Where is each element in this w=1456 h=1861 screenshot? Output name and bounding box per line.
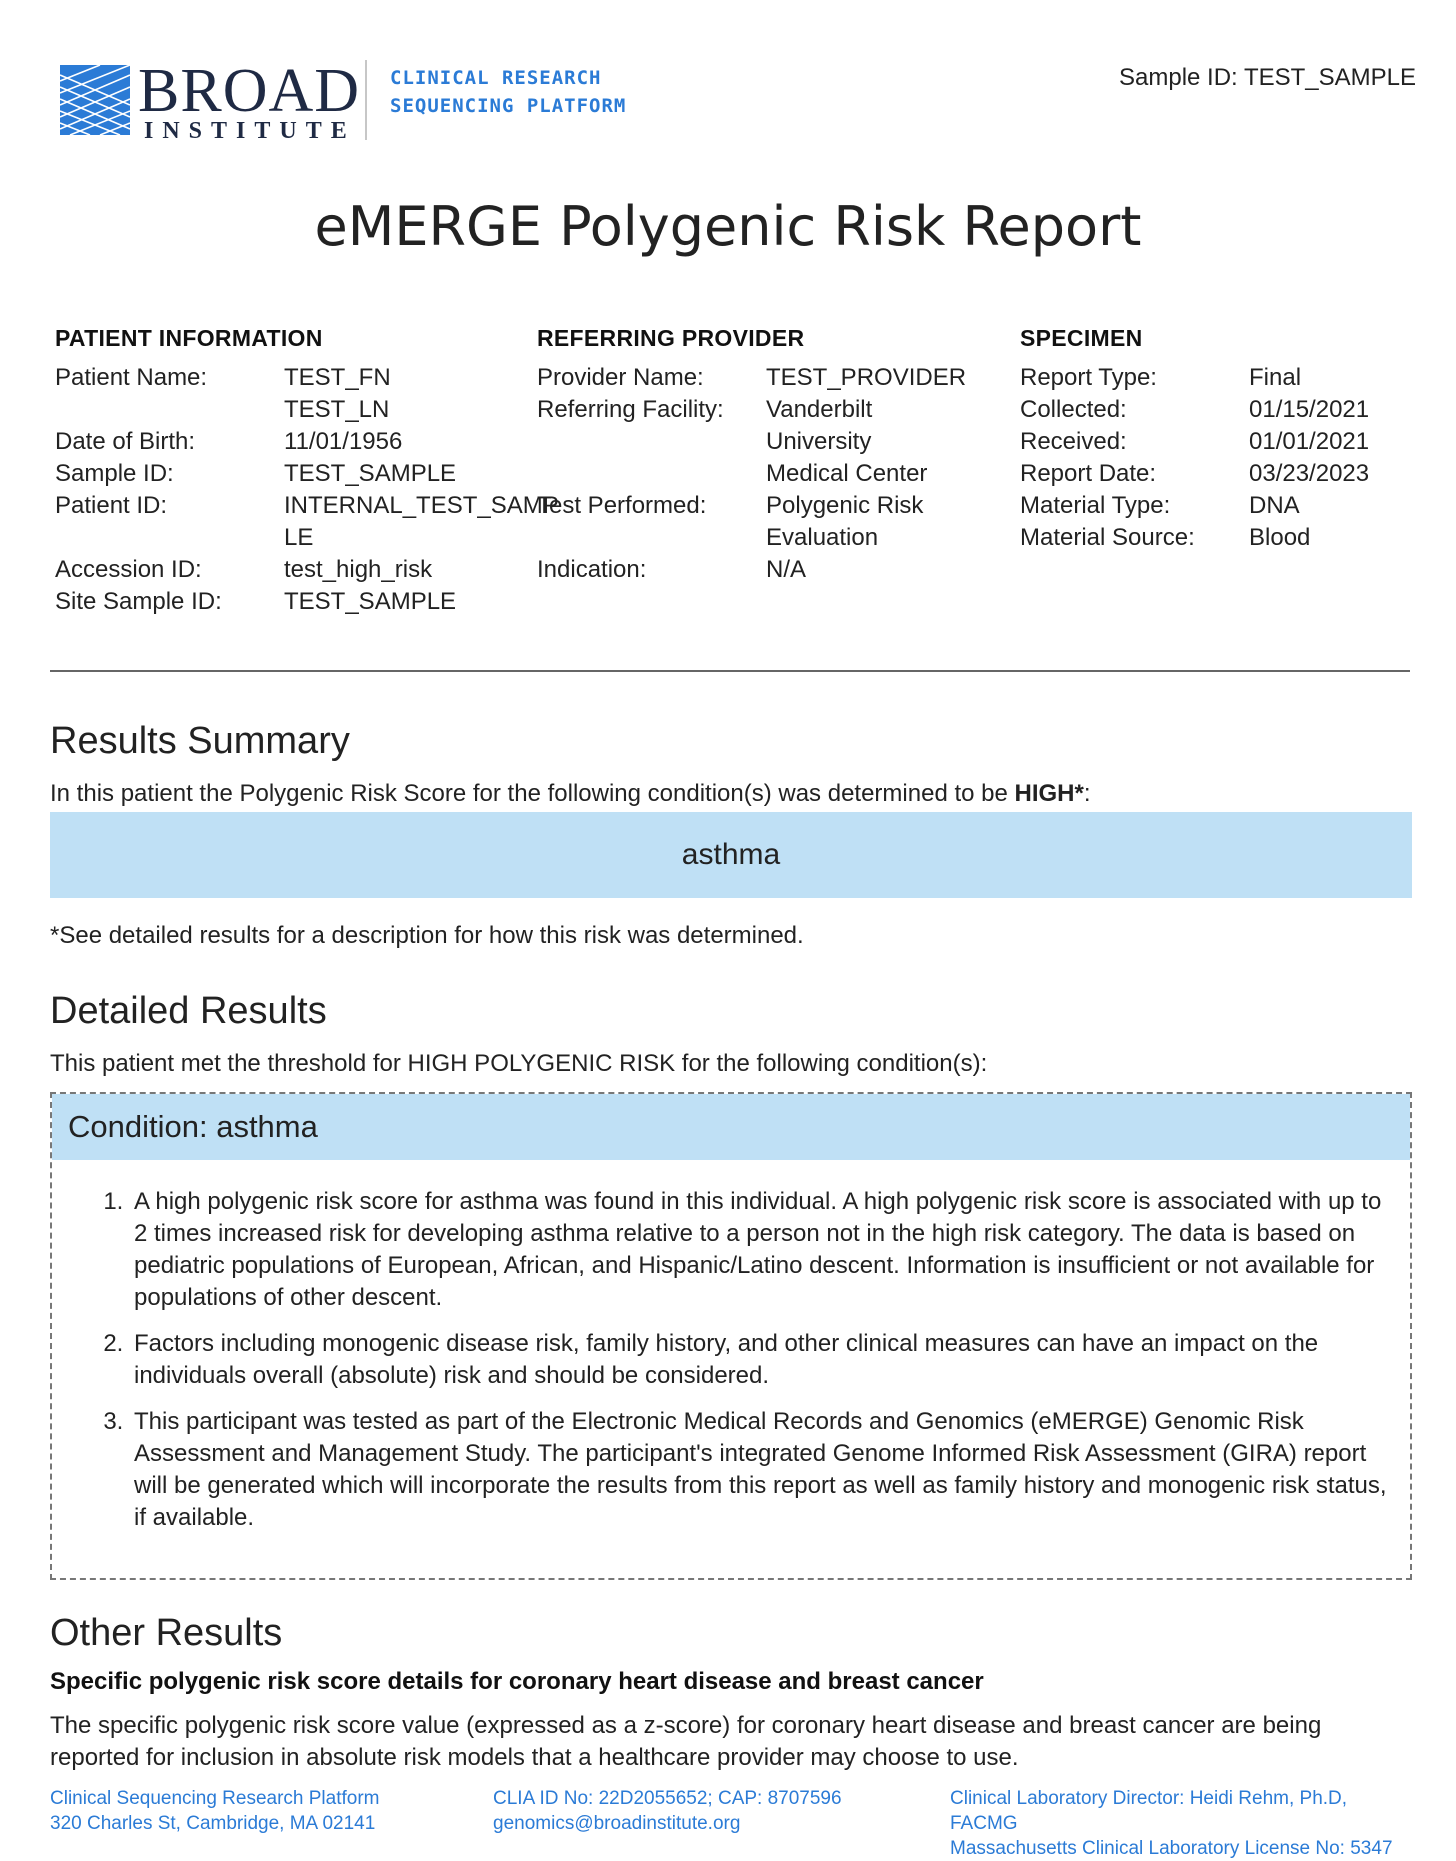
provider-row [537, 554, 1006, 586]
summary-footnote: *See detailed results for a description for how this risk was determined. [50, 922, 804, 949]
specimen-row [1020, 458, 1456, 490]
detailed-results-intro: This patient met the threshold for HIGH POLYGENIC RISK for the following condition(s): [50, 1050, 988, 1077]
provider-row [537, 522, 1006, 554]
condition-detail-box [50, 1092, 1412, 1580]
footer-clia: CLIA ID No: 22D2055652; CAP: 8707596 [493, 1788, 842, 1809]
other-results-text: The specific polygenic risk score value (expressed as a z-score) for coronary heart disease and breast cancer are being reported for inclusion in absolute risk models that a healthcare provider may choose to use. [50, 1712, 1322, 1771]
patient-field-value: TEST_FN [284, 364, 391, 391]
other-results-subheading: Specific polygenic risk score details for coronary heart disease and breast cancer [50, 1668, 984, 1695]
logo-divider [365, 60, 367, 140]
provider-field-label: Test Performed: [537, 492, 707, 519]
provider-field-label [537, 426, 766, 458]
patient-information [55, 325, 559, 618]
specimen-row [1020, 522, 1456, 554]
specimen-field-value: Final [1249, 364, 1302, 391]
provider-field-value: Vanderbilt [766, 396, 873, 423]
summary-condition-band: asthma [50, 812, 1412, 898]
provider-field-value: Polygenic Risk [766, 492, 924, 519]
specimen-heading: SPECIMEN [1020, 325, 1143, 351]
patient-information-heading: PATIENT INFORMATION [55, 325, 323, 351]
patient-row [55, 426, 524, 458]
patient-field-value: test_high_risk [284, 556, 433, 583]
patient-row [55, 586, 524, 618]
patient-row [55, 522, 524, 554]
specimen-field-label: Received: [1020, 428, 1127, 455]
provider-field-label [537, 522, 766, 554]
results-summary-intro [50, 780, 1091, 808]
footer-email-link[interactable]: genomics@broadinstitute.org [493, 1813, 741, 1834]
patient-field-label [55, 522, 284, 554]
specimen-field-value: 01/01/2021 [1249, 428, 1370, 455]
patient-field-value: TEST_SAMPLE [284, 460, 457, 487]
patient-row [55, 490, 559, 522]
patient-field-label: Patient Name: [55, 364, 208, 391]
patient-field-label: Accession ID: [55, 556, 202, 583]
footer-director-name: Clinical Laboratory Director: Heidi Rehm, Ph.D, FACMG [950, 1788, 1348, 1834]
broad-mesh-logo-icon [60, 65, 130, 135]
specimen-field-label: Report Type: [1020, 364, 1157, 391]
provider-row [537, 362, 1006, 394]
specimen-row [1020, 362, 1456, 394]
patient-row [55, 362, 524, 394]
provider-row [537, 458, 1006, 490]
logo-subtitle: INSTITUTE [144, 118, 356, 144]
specimen-field-value: Blood [1249, 524, 1311, 551]
detailed-results-heading: Detailed Results [50, 990, 327, 1032]
footer-license: Massachusetts Clinical Laboratory License No: 5347 [950, 1838, 1393, 1859]
other-results-heading: Other Results [50, 1612, 283, 1654]
logo-wordmark: BROAD [138, 57, 361, 125]
specimen-row [1020, 394, 1456, 426]
patient-field-value: TEST_LN [284, 396, 390, 423]
provider-row [537, 394, 1006, 426]
section-divider [50, 670, 1410, 672]
provider-row [537, 490, 1006, 522]
results-summary-heading: Results Summary [50, 720, 350, 762]
patient-field-value: 11/01/1956 [284, 428, 403, 455]
provider-field-value: TEST_PROVIDER [766, 364, 967, 391]
provider-field-value: N/A [766, 556, 807, 583]
summary-intro-text: In this patient the Polygenic Risk Score for the following condition(s) was determined to be [50, 780, 1015, 807]
provider-row [537, 426, 1006, 458]
patient-field-label: Patient ID: [55, 492, 168, 519]
summary-intro-colon: : [1083, 780, 1091, 807]
footer-director [950, 1786, 1412, 1861]
detail-item: 2. Factors including monogenic disease risk, family history, and other clinical measures can have an impact on the individuals overall (absolute) risk and should be considered. [130, 1328, 1390, 1392]
provider-field-label: Provider Name: [537, 364, 704, 391]
patient-field-label: Date of Birth: [55, 428, 196, 455]
patient-field-label: Sample ID: [55, 460, 174, 487]
specimen-row [1020, 490, 1456, 522]
patient-field-value: INTERNAL_TEST_SAMP [284, 492, 559, 519]
provider-field-value: Medical Center [766, 460, 928, 487]
condition-heading: Condition: asthma [52, 1094, 1410, 1160]
detail-item: 1. A high polygenic risk score for asthma was found in this individual. A high polygenic risk score is associated with up to 2 times increased risk for developing asthma relative to a person not in the high risk category. The data is based on pediatric populations of European, African, and Hispanic/Latino descent. Information is insufficient or not available for populations of other descent. [130, 1186, 1390, 1314]
provider-field-value: Evaluation [766, 524, 879, 551]
footer-accreditation [493, 1786, 842, 1836]
condition-detail-list [52, 1186, 1410, 1534]
footer-address: 320 Charles St, Cambridge, MA 02141 [50, 1813, 376, 1834]
specimen-field-value: 01/15/2021 [1249, 396, 1370, 423]
provider-field-label: Referring Facility: [537, 396, 724, 423]
patient-field-value: LE [284, 524, 314, 551]
referring-provider-heading: REFERRING PROVIDER [537, 325, 805, 351]
provider-field-label [537, 458, 766, 490]
specimen-field-value: 03/23/2023 [1249, 460, 1370, 487]
platform-name [390, 64, 626, 120]
specimen [1020, 325, 1456, 554]
specimen-field-label: Report Date: [1020, 460, 1157, 487]
header-sample-id: Sample ID: TEST_SAMPLE [1119, 64, 1416, 91]
platform-line-1: CLINICAL RESEARCH [390, 67, 602, 89]
patient-row [55, 458, 524, 490]
specimen-field-value: DNA [1249, 492, 1300, 519]
patient-field-value: TEST_SAMPLE [284, 588, 457, 615]
specimen-row [1020, 426, 1456, 458]
detail-item: 3. This participant was tested as part of the Electronic Medical Records and Genomics (eMERGE) Genomic Risk Assessment and Management Study. The participant's integrated Genome Informed Risk Assessment (GIRA) report will be generated which will incorporate the results from this report as well as family history and monogenic risk status, if available. [130, 1406, 1390, 1534]
report-title: eMERGE Polygenic Risk Report [314, 195, 1142, 258]
specimen-field-label: Material Type: [1020, 492, 1171, 519]
provider-field-value: University [766, 428, 872, 455]
specimen-field-label: Material Source: [1020, 524, 1195, 551]
platform-line-2: SEQUENCING PLATFORM [390, 95, 627, 117]
patient-field-label [55, 394, 284, 426]
patient-row [55, 554, 524, 586]
patient-field-label: Site Sample ID: [55, 588, 222, 615]
referring-provider [537, 325, 1006, 586]
provider-field-label: Indication: [537, 556, 647, 583]
summary-intro-high: HIGH* [1014, 780, 1084, 807]
patient-row [55, 394, 524, 426]
footer-platform-name: Clinical Sequencing Research Platform [50, 1788, 380, 1809]
specimen-field-label: Collected: [1020, 396, 1127, 423]
footer-platform [50, 1786, 380, 1836]
